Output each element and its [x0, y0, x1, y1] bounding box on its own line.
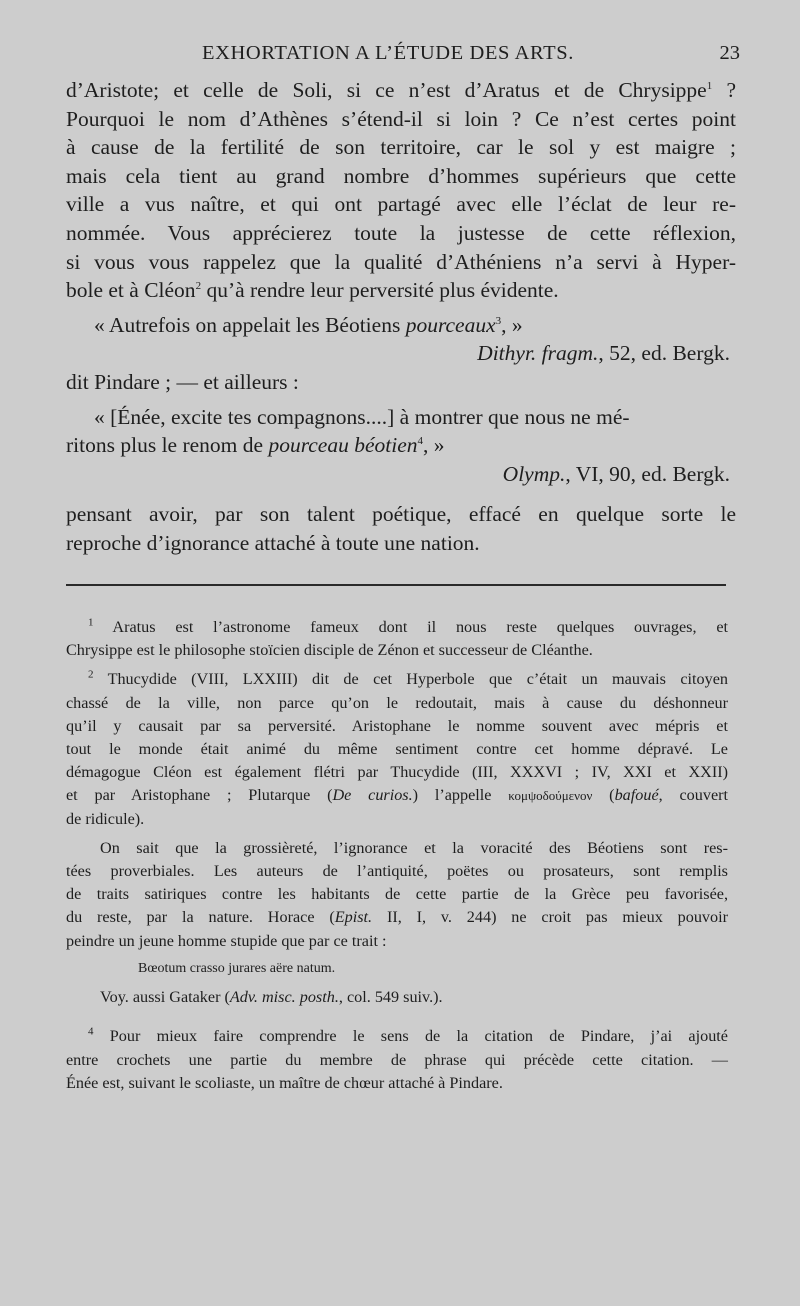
- text-line: ritons plus le renom de pourceau béotien$^4$, »: [66, 433, 445, 458]
- note-ref: 4: [417, 434, 423, 447]
- text-line: de traits satiriques contre les habitants de cette partie de la Grèce peu favorisée,: [66, 885, 728, 904]
- footnote-3: [66, 837, 728, 953]
- text-line: bole et à Cléon$^2$ qu’à rendre leur perversité plus évidente.: [66, 278, 559, 303]
- text-line: chassé de la ville, non parce qu’on le redoutait, mais à cause du déshonneur: [66, 693, 728, 712]
- text-line: mais cela tient au grand nombre d’hommes supérieurs que cette: [66, 163, 736, 188]
- paragraph-1: [66, 76, 736, 305]
- note-mark: 2: [88, 669, 94, 682]
- text-line: peindre un jeune homme stupide que par ce trait :: [66, 931, 387, 950]
- footnote-1: [66, 616, 728, 662]
- final-paragraph: [66, 500, 736, 557]
- citation-1: Dithyr. fragm., 52, ed. Bergk.: [477, 341, 730, 366]
- text-line: reproche d’ignorance attaché à toute une nation.: [66, 530, 480, 555]
- note-mark: 1: [88, 616, 94, 629]
- text-line: et par Aristophane ; Plutarque (De curios.) l’appelle κομψοδούμενον (bafoué, couvert: [66, 786, 729, 805]
- note-ref: 1: [706, 79, 713, 92]
- text-line: $^2$ Thucydide (VIII, LXXIII) dit de cet Hyperbole que c’était un mauvais citoyen: [88, 669, 728, 689]
- text-line: pensant avoir, par son talent poétique, effacé en quelque sorte le: [66, 502, 736, 527]
- note-mark: 4: [88, 1026, 94, 1039]
- quote-1: [66, 311, 736, 340]
- text-line: du reste, par la nature. Horace (Epist. II, I, v. 244) ne croit pas mieux pouvoir: [66, 908, 728, 927]
- quote-2-cont: [66, 431, 736, 460]
- greek-word: κομψοδούμενον: [508, 788, 593, 804]
- quote-2: [66, 403, 736, 432]
- text-line: qu’il y causait par sa perversité. Aristophane le nomme souvent avec mépris et: [66, 716, 728, 735]
- text-line: ville a vus naître, et qui ont partagé avec elle l’éclat de leur re-: [66, 192, 736, 217]
- text-line: de ridicule).: [66, 809, 145, 828]
- text-line: entre crochets une partie du membre de phrase qui précède cette citation. —: [66, 1050, 728, 1069]
- dit-pindare-line: dit Pindare ; — et ailleurs :: [66, 369, 299, 394]
- footnote-2: [66, 668, 729, 830]
- text-line: démagogue Cléon est également flétri par Thucydide (III, XXXVI ; IV, XXI et XXII): [66, 763, 728, 782]
- text-line: tout le monde était animé du même sentiment contre cet homme dépravé. Le: [66, 740, 728, 759]
- latin-verse: Bœotum crasso jurares aëre natum.: [138, 960, 336, 976]
- running-title: EXHORTATION A L’ÉTUDE DES ARTS.: [202, 42, 574, 64]
- footnotes: [66, 616, 729, 1095]
- citation-2: Olymp., VI, 90, ed. Bergk.: [502, 461, 730, 486]
- page-header: [66, 42, 740, 72]
- text-line: $^1$ Aratus est l’astronome fameux dont il nous reste quelques ouvrages, et: [88, 616, 728, 636]
- main-text: [66, 76, 736, 558]
- text-line: à cause de la fertilité de son territoire, car le sol y est maigre ;: [66, 135, 736, 160]
- text-line: d’Aristote; et celle de Soli, si ce n’est d’Aratus et de Chrysippe$^1$ ?: [66, 78, 737, 102]
- footnote-separator: [66, 584, 726, 586]
- text-line: On sait que la grossièreté, l’ignorance et la voracité des Béotiens sont res-: [100, 838, 728, 857]
- text-line: si vous vous rappelez que la qualité d’Athéniens n’a servi à Hyper-: [66, 249, 736, 274]
- voy-reference: Voy. aussi Gataker (Adv. misc. posth., col. 549 suiv.).: [100, 988, 443, 1007]
- note-ref: 2: [195, 280, 202, 292]
- text-line: Pourquoi le nom d’Athènes s’étend-il si loin ? Ce n’est certes point: [66, 106, 736, 131]
- note-ref: 3: [495, 314, 502, 327]
- text-line: $^4$ Pour mieux faire comprendre le sens de la citation de Pindare, j’ai ajouté: [88, 1026, 728, 1046]
- text-line: « Autrefois on appelait les Béotiens pourceaux$^3$, »: [94, 312, 523, 337]
- text-line: Énée est, suivant le scoliaste, un maître de chœur attaché à Pindare.: [66, 1073, 503, 1092]
- footnote-4: [66, 1025, 728, 1095]
- text-line: « [Énée, excite tes compagnons....] à montrer que nous ne mé-: [94, 404, 630, 429]
- text-line: nommée. Vous apprécierez toute la justesse de cette réflexion,: [66, 220, 736, 245]
- text-line: tées proverbiales. Les auteurs de l’antiquité, poëtes ou prosateurs, sont remplis: [66, 862, 728, 881]
- text-line: Chrysippe est le philosophe stoïcien disciple de Zénon et successeur de Cléanthe.: [66, 641, 593, 660]
- page-number: 23: [719, 42, 740, 64]
